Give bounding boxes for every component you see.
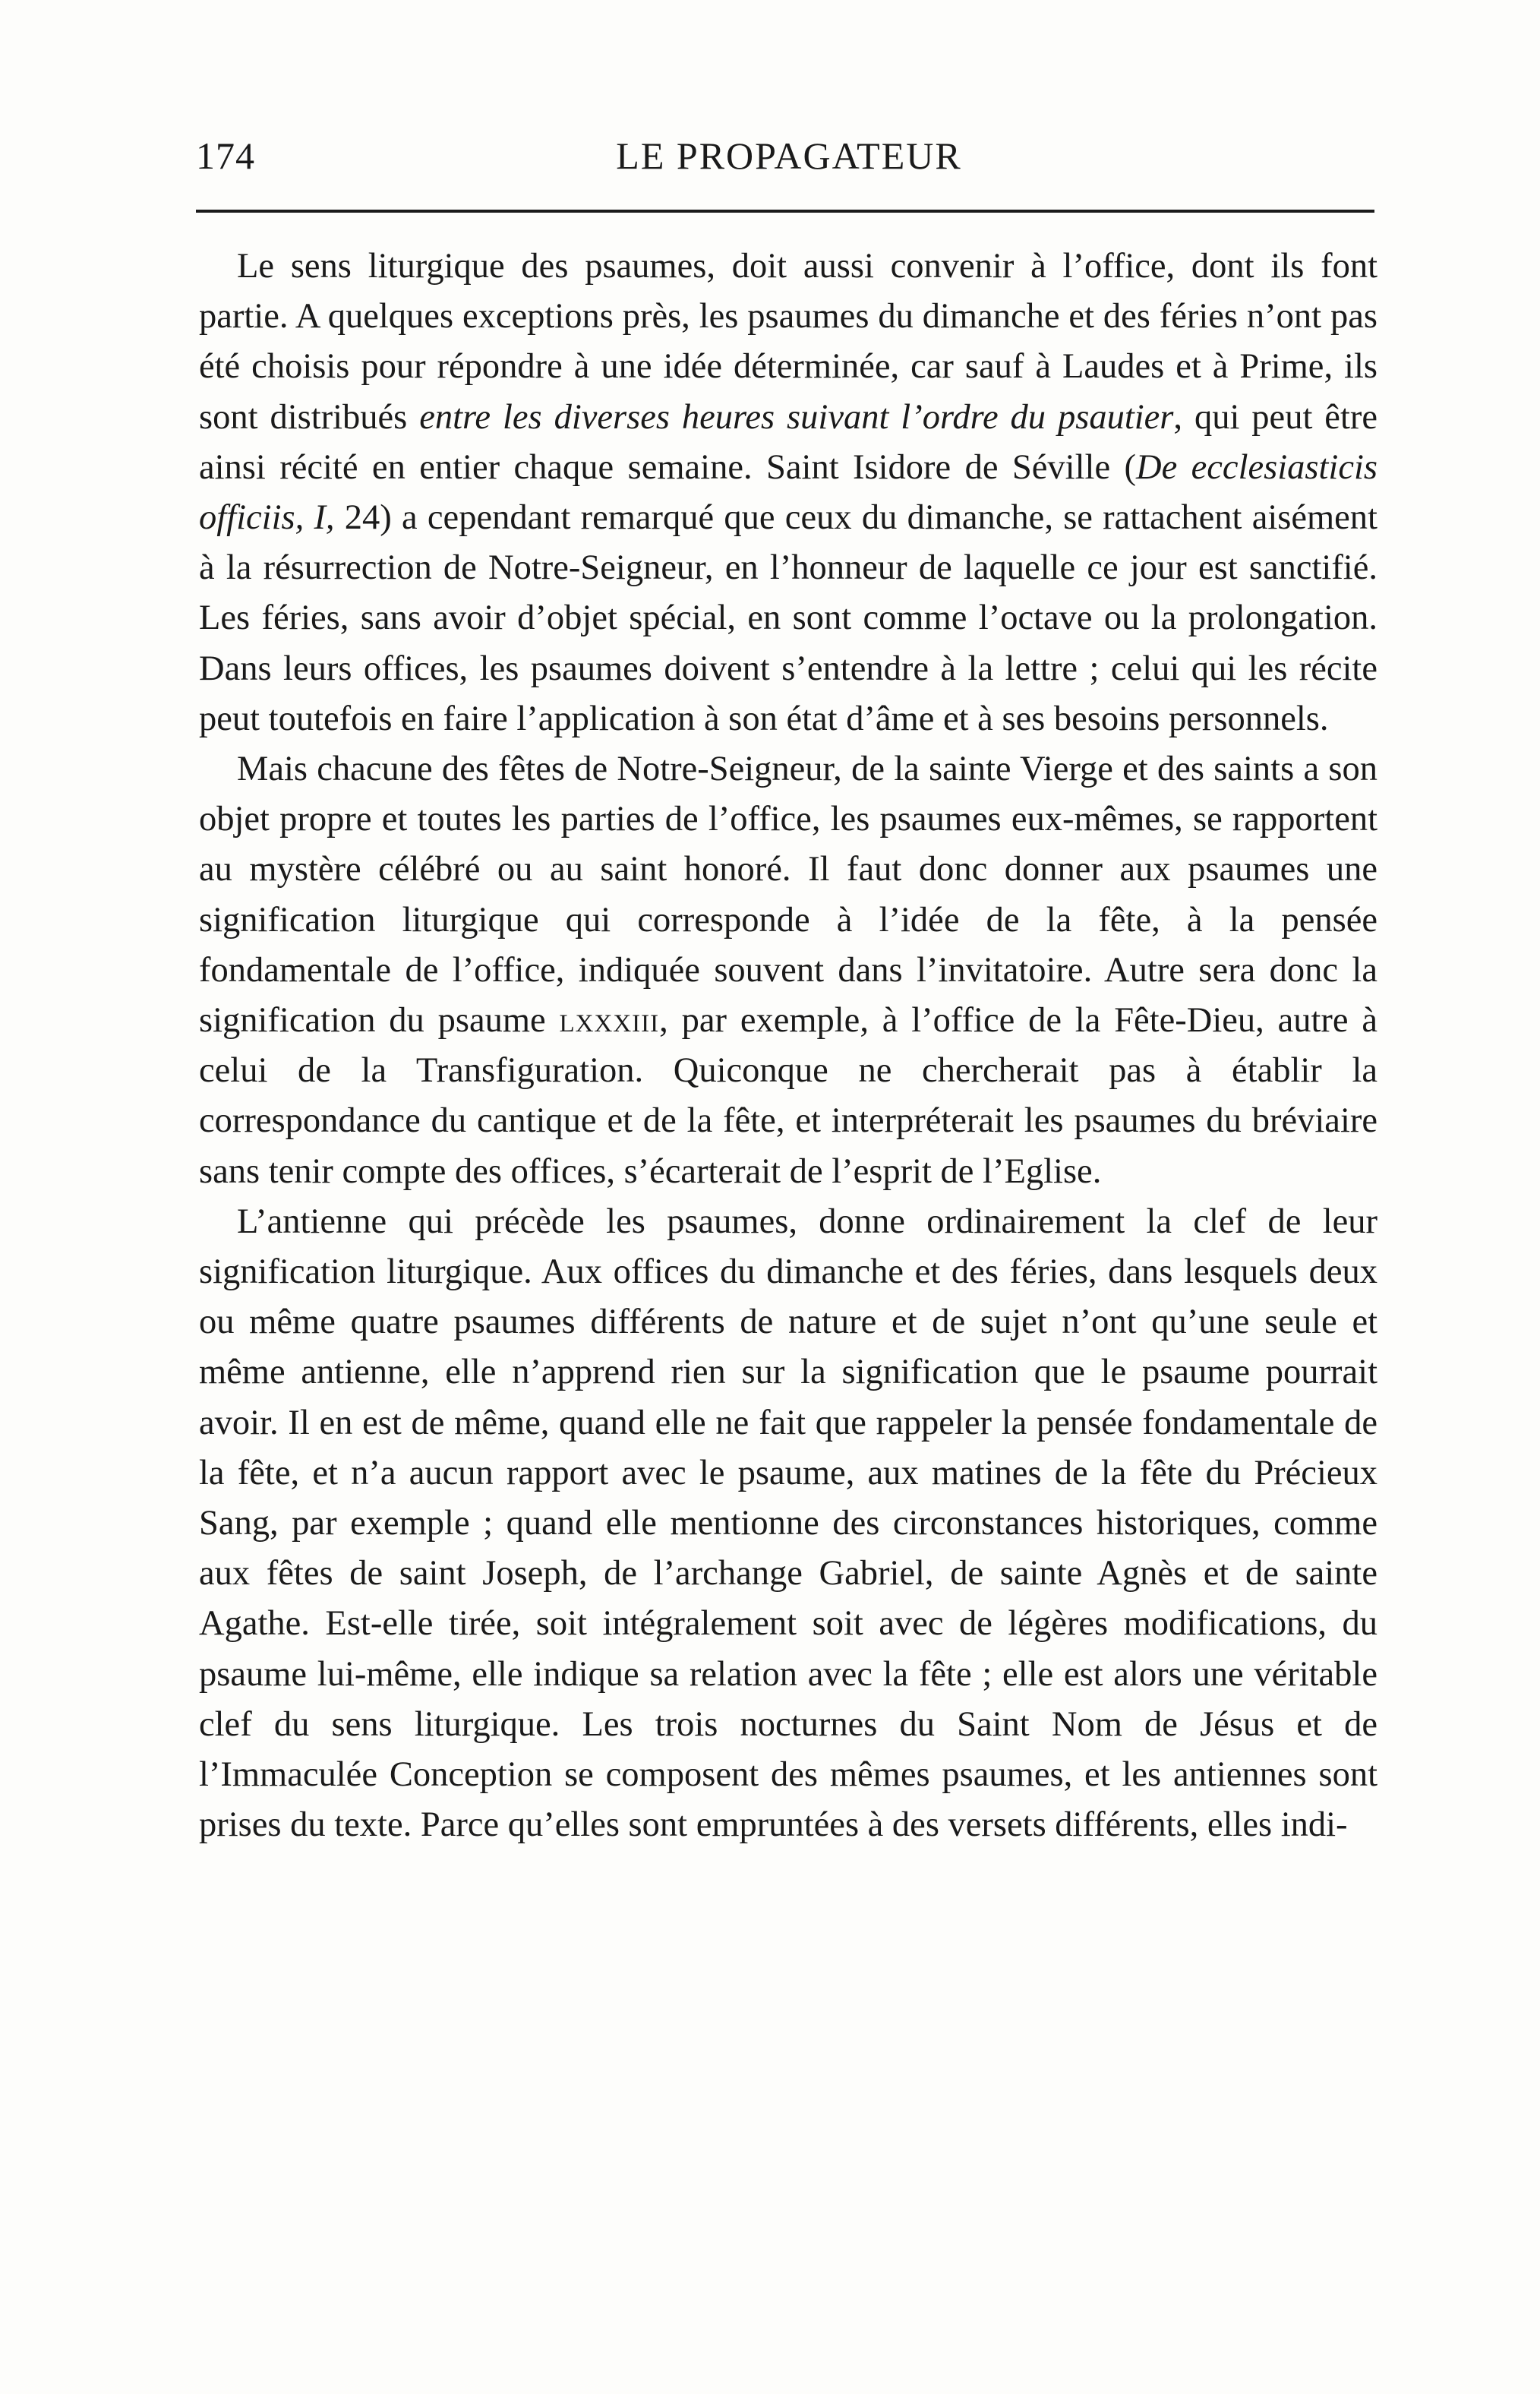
paragraph-2-text-a: Mais chacune des fêtes de Notre-Seigneur, de la sainte Vierge et des saints a son objet propre et toutes les parties de l’office, les psaumes eux-mêmes, se rapportent au mystère célébré ou au saint honoré. Il faut donc donner aux psaumes une signification liturgique qui corresponde à l’idée de la fête, à la pensée fondamentale de l’office, indiquée souvent dans l’invitatoire. Autre sera donc la signification du psaume [199, 750, 1377, 1041]
running-title: LE PROPAGATEUR [616, 134, 962, 177]
paragraph-1-text-c: , qui peut être ainsi récité en entier chaque semaine. Saint Isidore de Séville ( [199, 397, 1377, 487]
paragraph-1-text-a: Le sens liturgique des psaumes, doit aussi convenir à l’office, dont ils font partie. A quelques exceptions près, les psaumes du dimanche et des féries n’ont pas été choisis pour répondre à une idée déterminée, car sauf à Laudes et à Prime, ils sont distribués [199, 247, 1377, 437]
paragraph-2 [199, 744, 1377, 1197]
paragraph-3 [199, 1197, 1377, 1851]
paragraph-1-italic-a: entre les diverses heures suivant l’ordre du psautier [419, 397, 1174, 437]
paragraph-1-text-e: 24) a cependant remarqué que ceux du dimanche, se rattachent aisément à la résurrection de Notre-Seigneur, en l’honneur de laquelle ce jour est sanctifié. Les féries, sans avoir d’objet spécial, en sont comme l’octave ou la prolongation. Dans leurs offices, les psaumes doivent s’entendre à la lettre ; celui qui les récite peut toutefois en faire l’application à son état d’âme et à ses besoins personnels. [199, 498, 1377, 738]
paragraph-2-psalm-number: lxxxiii [559, 1001, 660, 1041]
body-text [199, 242, 1377, 1851]
page-header [196, 129, 1382, 182]
paragraph-3-text: L’antienne qui précède les psaumes, donne ordinairement la clef de leur signification liturgique. Aux offices du dimanche et des féries, dans lesquels deux ou même quatre psaumes différents de nature et de sujet n’ont qu’une seule et même antienne, elle n’apprend rien sur la signification que le psaume pourrait avoir. Il en est de même, quand elle ne fait que rappeler la pensée fondamentale de la fête, et n’a aucun rapport avec le psaume, aux matines de la fête du Précieux Sang, par exemple ; quand elle mentionne des circonstances historiques, comme aux fêtes de saint Joseph, de l’archange Gabriel, de sainte Agnès et de sainte Agathe. Est-elle tirée, soit intégralement soit avec de légères modifications, du psaume lui-même, elle indique sa relation avec la fête ; elle est alors une véritable clef du sens liturgique. Les trois nocturnes du Saint Nom de Jésus et de l’Immaculée Conception se composent des mêmes psaumes, et les antiennes sont prises du texte. Parce qu’elles sont empruntées à des versets différents, elles indi- [199, 1202, 1377, 1845]
header-rule [196, 210, 1374, 213]
paragraph-1 [199, 242, 1377, 744]
page-number: 174 [196, 134, 255, 177]
paragraph-1-citation: De ecclesiasticis officiis, I, [199, 447, 1377, 538]
paragraph-2-text-c: , par exemple, à l’office de la Fête-Dieu, autre à celui de la Transfiguration. Quiconque ne chercherait pas à établir la correspondance du cantique et de la fête, et interpréterait les psaumes du bréviaire sans tenir compte des offices, s’écarterait de l’esprit de l’Eglise. [199, 1001, 1377, 1191]
